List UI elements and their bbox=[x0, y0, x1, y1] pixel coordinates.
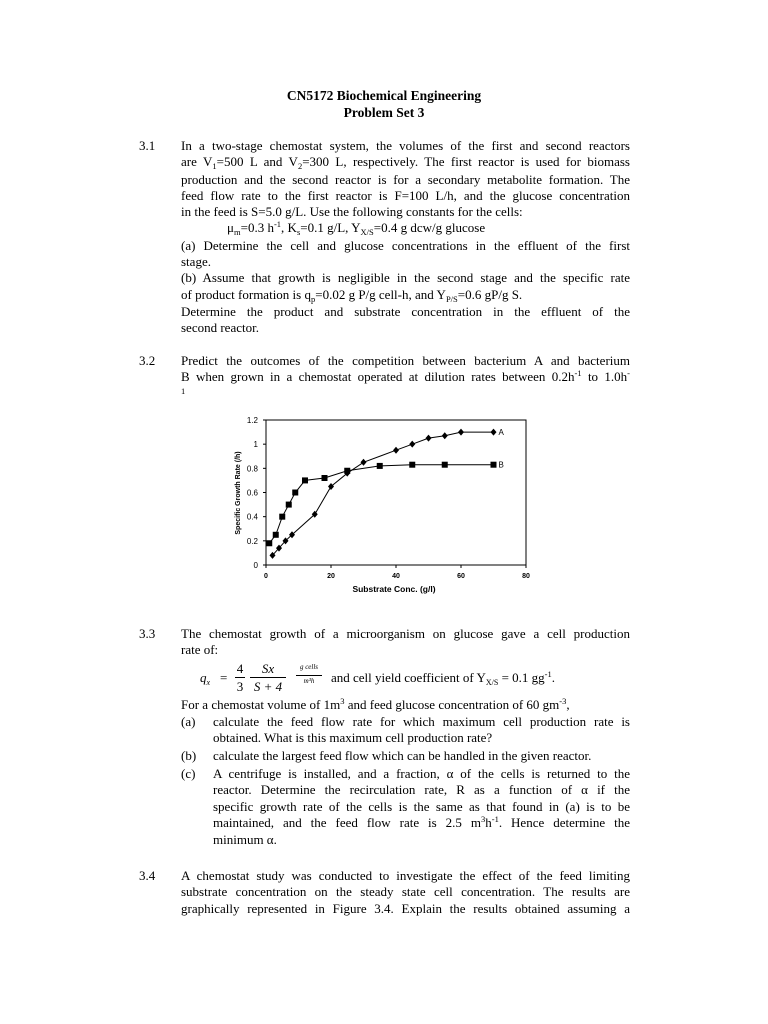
text-line: 1 bbox=[181, 385, 186, 396]
data-point-b bbox=[292, 490, 298, 496]
text-line: calculate the largest feed flow which can be handled in the given reactor. bbox=[213, 748, 592, 763]
text-line: Predict the outcomes of the competition between bacterium A and bacterium bbox=[181, 353, 630, 368]
text-line: minimum α. bbox=[213, 832, 277, 848]
formula-unit-numerator: g cells bbox=[299, 663, 319, 671]
text-line: feed flow rate to the first reactor is F=100 L/h, and the glucose concentration bbox=[181, 187, 630, 203]
text-line: specific growth rate of the cells is the same as that found in (a) is to be bbox=[213, 798, 630, 814]
series-label-a: A bbox=[498, 428, 504, 438]
course-title: CN5172 Biochemical Engineering bbox=[286, 88, 482, 103]
text-line: A chemostat study was conducted to investigate the effect of the feed limiting bbox=[181, 868, 630, 883]
problem-3-1-text bbox=[181, 138, 630, 337]
data-point-a bbox=[328, 483, 334, 490]
problem-3-4-text bbox=[181, 868, 630, 917]
fraction-bar bbox=[235, 677, 245, 678]
part-b-text: of product formation is qp=0.02 g P/g cell-h, and YP/S=0.6 gP/g S. bbox=[181, 286, 523, 304]
problem-number-3-4: 3.4 bbox=[139, 868, 156, 883]
data-point-b bbox=[286, 502, 292, 508]
data-point-a bbox=[426, 435, 432, 442]
text-line: in the feed is S=5.0 g/L. Use the following constants for the cells: bbox=[181, 204, 523, 220]
formula-denominator-2: S + 4 bbox=[253, 679, 283, 694]
text-line: A centrifuge is installed, and a fraction, α of the cells is returned to the bbox=[213, 766, 630, 781]
data-point-a bbox=[442, 432, 448, 439]
text-line: B when grown in a chemostat operated at dilution rates between 0.2h-1 to 1.0h- bbox=[181, 368, 630, 385]
data-point-b bbox=[344, 468, 350, 474]
data-point-a bbox=[491, 429, 497, 436]
x-tick-label: 20 bbox=[327, 573, 335, 580]
formula-numerator-1: 4 bbox=[236, 661, 244, 676]
x-tick-label: 80 bbox=[522, 573, 530, 580]
data-point-b bbox=[302, 477, 308, 483]
data-point-b bbox=[409, 462, 415, 468]
x-tick-label: 60 bbox=[457, 573, 465, 580]
problem-3-3-volume bbox=[181, 697, 630, 714]
y-tick-label: 0.4 bbox=[246, 512, 258, 522]
data-point-b bbox=[279, 514, 285, 520]
text-line: reactor. Determine the recirculation rate, R as a function of α if the bbox=[213, 782, 630, 798]
problem-number-3-3: 3.3 bbox=[139, 626, 156, 641]
data-point-a bbox=[361, 459, 367, 466]
text-line: production and the second reactor is for a secondary metabolite formation. The bbox=[181, 171, 630, 187]
text-line: are V1=500 L and V2=300 L, respectively. The first reactor is used for biomass bbox=[181, 154, 630, 172]
formula-numerator-2: Sx bbox=[261, 661, 275, 676]
part-label: (b) bbox=[181, 748, 197, 763]
problem-number-3-1: 3.1 bbox=[139, 138, 156, 153]
problem-number-3-2: 3.2 bbox=[139, 353, 156, 368]
text-line: graphically represented in Figure 3.4. Explain the results obtained assuming a bbox=[181, 900, 630, 916]
formula-unit-denominator: m³h bbox=[303, 677, 315, 685]
series-line-b bbox=[269, 465, 493, 544]
y-tick-label: 0 bbox=[253, 561, 258, 570]
data-point-a bbox=[409, 441, 415, 448]
text-line: maintained, and the feed flow rate is 2.5 m3h-1. Hence determine the bbox=[213, 813, 631, 830]
text-line: The chemostat growth of a microorganism on glucose gave a cell production bbox=[181, 626, 630, 641]
data-point-b bbox=[442, 462, 448, 468]
fraction-bar bbox=[296, 675, 322, 676]
y-tick-label: 1 bbox=[253, 440, 258, 450]
formula-q: qx bbox=[200, 670, 211, 687]
text-line: calculate the feed flow rate for which maximum cell production rate is bbox=[213, 714, 630, 729]
data-point-a bbox=[458, 429, 464, 436]
problem-3-3-intro bbox=[181, 626, 630, 659]
y-tick-label: 1.2 bbox=[246, 416, 258, 425]
text-line: substrate concentration on the steady state cell concentration. The results are bbox=[181, 884, 630, 900]
part-a-text: (a) Determine the cell and glucose concentrations in the effluent of the first bbox=[181, 237, 630, 253]
y-tick-label: 0.8 bbox=[246, 464, 258, 474]
yield-coefficient-text: and cell yield coefficient of YX/S = 0.1 gg-1. bbox=[331, 669, 555, 687]
x-tick-label: 40 bbox=[392, 573, 400, 580]
text-line: In a two-stage chemostat system, the volumes of the first and second reactors bbox=[181, 138, 630, 153]
text-line: obtained. What is this maximum cell production rate? bbox=[213, 730, 493, 746]
part-b-text: (b) Assume that growth is negligible in the second stage and the specific rate bbox=[181, 270, 630, 286]
problem-set-title: Problem Set 3 bbox=[343, 105, 425, 120]
data-point-b bbox=[266, 540, 272, 546]
plot-frame bbox=[266, 420, 526, 565]
data-point-b bbox=[491, 462, 497, 468]
data-point-a bbox=[393, 447, 399, 454]
data-point-b bbox=[322, 475, 328, 481]
series-line-a bbox=[273, 432, 494, 555]
y-tick-label: 0.6 bbox=[246, 488, 258, 498]
x-tick-label: 0 bbox=[264, 573, 268, 580]
series-label-b: B bbox=[498, 460, 504, 470]
problem-3-2-text bbox=[181, 353, 630, 396]
text-line: rate of: bbox=[181, 642, 219, 658]
y-tick-label: 0.2 bbox=[246, 536, 258, 546]
production-rate-formula bbox=[200, 658, 640, 698]
part-a-text: stage. bbox=[181, 254, 211, 270]
data-point-b bbox=[273, 532, 279, 538]
growth-rate-chart bbox=[228, 410, 540, 600]
part-label: (c) bbox=[181, 766, 196, 781]
cell-constants: μm=0.3 h-1, Ks=0.1 g/L, YX/S=0.4 g dcw/g glucose bbox=[227, 219, 486, 238]
data-point-b bbox=[377, 463, 383, 469]
y-axis-label: Specific Growth Rate (/h) bbox=[235, 451, 242, 535]
formula-denominator-1: 3 bbox=[236, 679, 244, 694]
part-label: (a) bbox=[181, 714, 196, 729]
text-line: For a chemostat volume of 1m3 and feed glucose concentration of 60 gm-3, bbox=[181, 696, 570, 712]
part-b-text: second reactor. bbox=[181, 320, 259, 336]
part-b-text: Determine the product and substrate concentration in the effluent of the bbox=[181, 303, 630, 319]
fraction-bar bbox=[250, 677, 286, 678]
x-axis-label: Substrate Conc. (g/l) bbox=[352, 584, 436, 594]
formula-equals: = bbox=[220, 670, 228, 685]
